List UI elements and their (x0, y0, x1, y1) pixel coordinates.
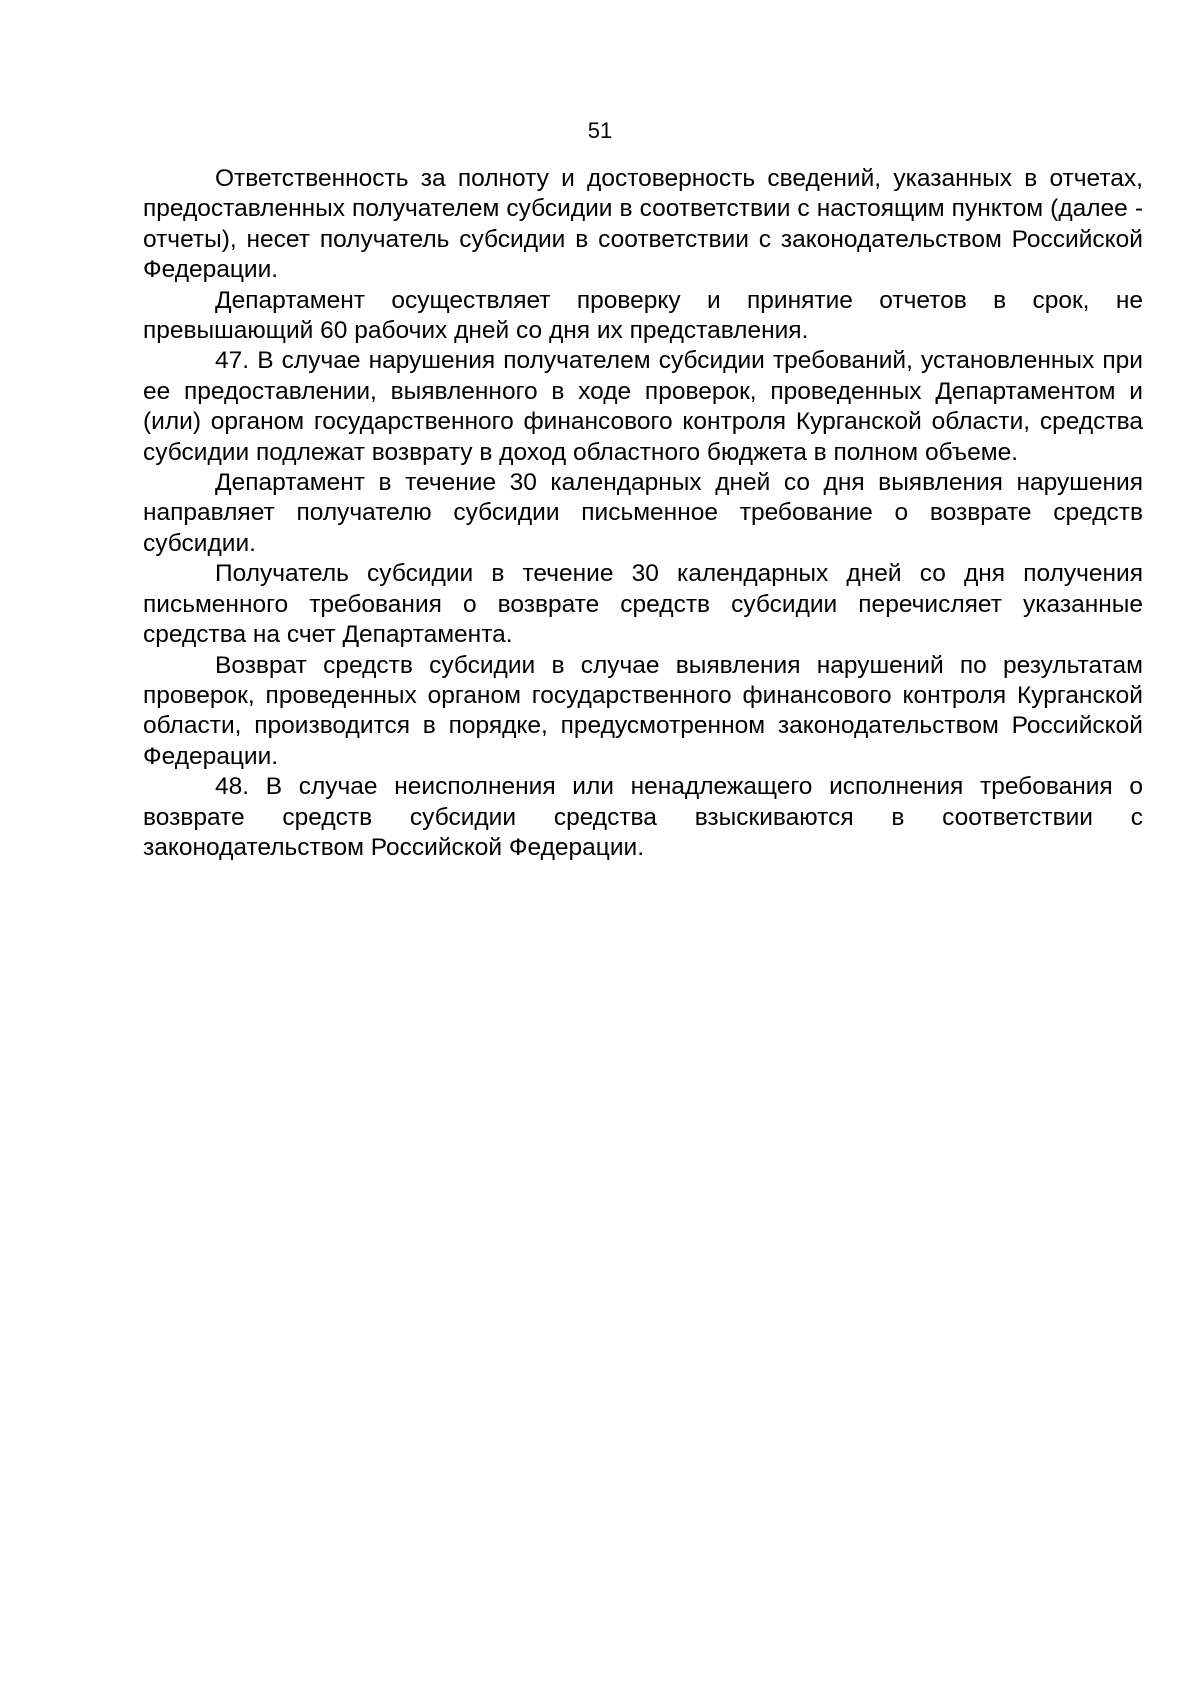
page-number: 51 (587, 118, 613, 143)
paragraph-recipient-refund: Получатель субсидии в течение 30 календарных дней со дня получения письменного требования о возврате средств субсидии перечисляет указанные средства на счет Департамента. (143, 560, 1143, 649)
paragraph-violation-notice: Департамент в течение 30 календарных дней со дня выявления нарушения направляет получателю субсидии письменное требование о возврате средств субсидии. (143, 469, 1143, 557)
paragraph-item-47: 47. В случае нарушения получателем субсидии требований, установленных при ее предоставлении, выявленного в ходе проверок, проведенных Департаментом и (или) органом государственного финансового контроля Курганской области, средства субсидии подлежат возврату в доход областного бюджета в полном объеме. (143, 347, 1143, 466)
paragraph-reports-responsibility: Ответственность за полноту и достоверность сведений, указанных в отчетах, предоставленных получателем субсидии в соответствии с настоящим пунктом (далее - отчеты), несет получатель субсидии в соответствии с законодательством Российской Федерации. (143, 165, 1143, 284)
document-body (143, 164, 1143, 863)
paragraph-refund-procedure: Возврат средств субсидии в случае выявления нарушений по результатам проверок, проведенных органом государственного финансового контроля Курганской области, производится в порядке, предусмотренном законодательством Российской Федерации. (143, 651, 1143, 770)
paragraph-item-48: 48. В случае неисполнения или ненадлежащего исполнения требования о возврате средств субсидии средства взыскиваются в соответствии с законодательством Российской Федерации. (143, 773, 1143, 861)
paragraph-reports-review: Департамент осуществляет проверку и принятие отчетов в срок, не превышающий 60 рабочих дней со дня их представления. (143, 286, 1143, 345)
